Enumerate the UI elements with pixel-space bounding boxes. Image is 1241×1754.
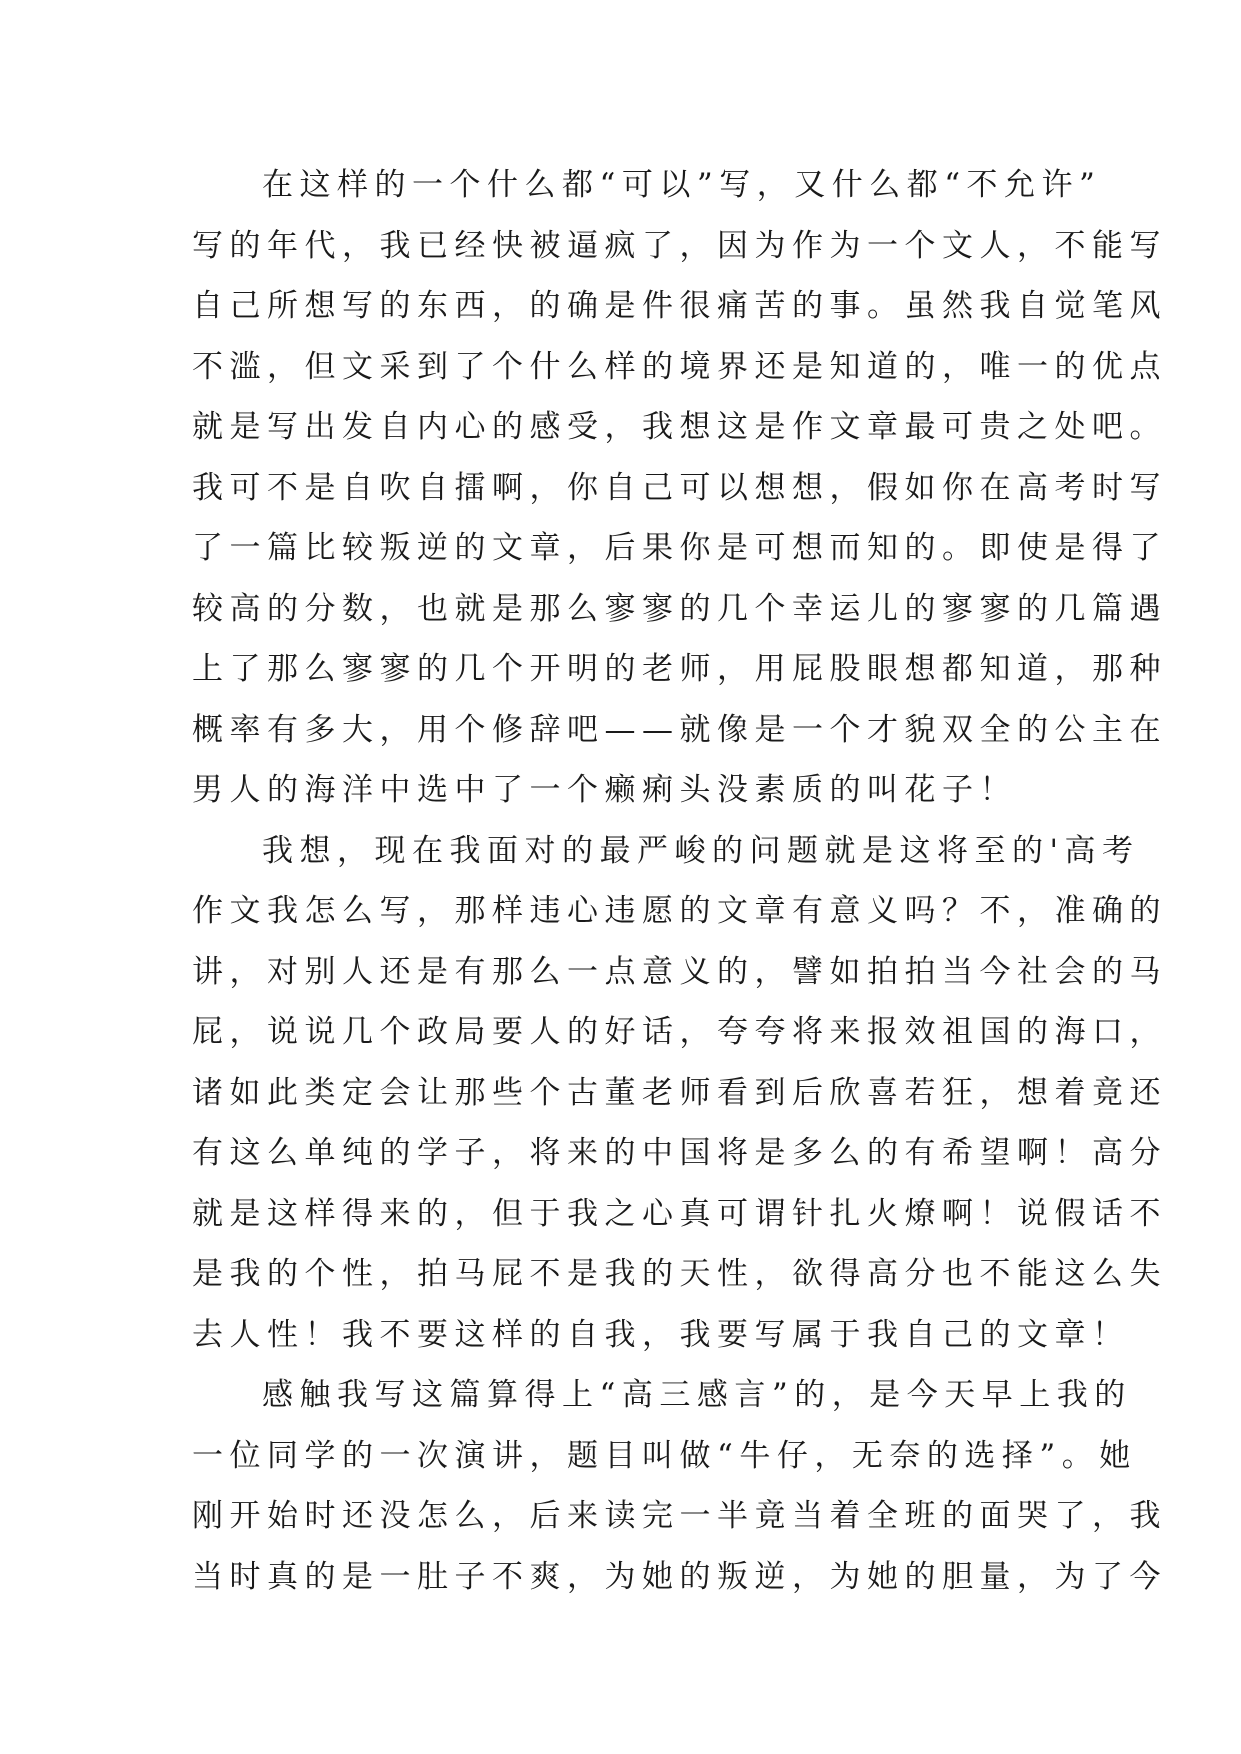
text-line: 就是写出发自内心的感受，我想这是作文章最可贵之处吧。: [192, 409, 1167, 445]
text-line: 了一篇比较叛逆的文章，后果你是可想而知的。即使是得了: [192, 530, 1167, 566]
paragraph-2: [192, 821, 1167, 1366]
text-line: 就是这样得来的，但于我之心真可谓针扎火燎啊！说假话不: [192, 1195, 1167, 1232]
text-line: 我可不是自吹自擂啊，你自己可以想想，假如你在高考时写: [192, 469, 1167, 506]
text-line: 作文我怎么写，那样违心违愿的文章有意义吗？不，准确的: [192, 893, 1167, 929]
text-line: 有这么单纯的学子，将来的中国将是多么的有希望啊！高分: [192, 1135, 1167, 1171]
text-line: 上了那么寥寥的几个开明的老师，用屁股眼想都知道，那种: [192, 651, 1167, 687]
text-line: 自己所想写的东西，的确是件很痛苦的事。虽然我自觉笔风: [192, 288, 1167, 324]
text-line: 写的年代，我已经快被逼疯了，因为作为一个文人，不能写: [192, 227, 1167, 264]
text-line: 男人的海洋中选中了一个癞痢头没素质的叫花子！: [192, 772, 1017, 808]
text-line: 当时真的是一肚子不爽，为她的叛逆，为她的胆量，为了今: [192, 1558, 1167, 1595]
text-line: 感触我写这篇算得上“高三感言”的，是今天早上我的: [262, 1377, 1132, 1413]
text-line: 较高的分数，也就是那么寥寥的几个幸运儿的寥寥的几篇遇: [192, 590, 1167, 627]
paragraph-3: [192, 1365, 1167, 1607]
paragraph-1: [192, 155, 1167, 821]
text-line: 刚开始时还没怎么，后来读完一半竟当着全班的面哭了，我: [192, 1498, 1167, 1534]
text-line: 是我的个性，拍马屁不是我的天性，欲得高分也不能这么失: [192, 1256, 1167, 1292]
text-line: 概率有多大，用个修辞吧——就像是一个才貌双全的公主在: [192, 711, 1167, 748]
text-line: 我想，现在我面对的最严峻的问题就是这将至的'高考: [262, 832, 1140, 869]
text-line: 去人性！我不要这样的自我，我要写属于我自己的文章！: [192, 1316, 1130, 1353]
text-line: 在这样的一个什么都“可以”写，又什么都“不允许”: [262, 167, 1102, 203]
document-body: [192, 155, 1167, 1607]
text-line: 不滥，但文采到了个什么样的境界还是知道的，唯一的优点: [192, 348, 1167, 385]
text-line: 屁，说说几个政局要人的好话，夸夸将来报效祖国的海口，: [192, 1014, 1167, 1050]
text-line: 讲，对别人还是有那么一点意义的，譬如拍拍当今社会的马: [192, 953, 1167, 990]
text-line: 一位同学的一次演讲，题目叫做“牛仔，无奈的选择”。她: [192, 1437, 1137, 1474]
text-line: 诸如此类定会让那些个古董老师看到后欣喜若狂，想着竟还: [192, 1074, 1167, 1111]
